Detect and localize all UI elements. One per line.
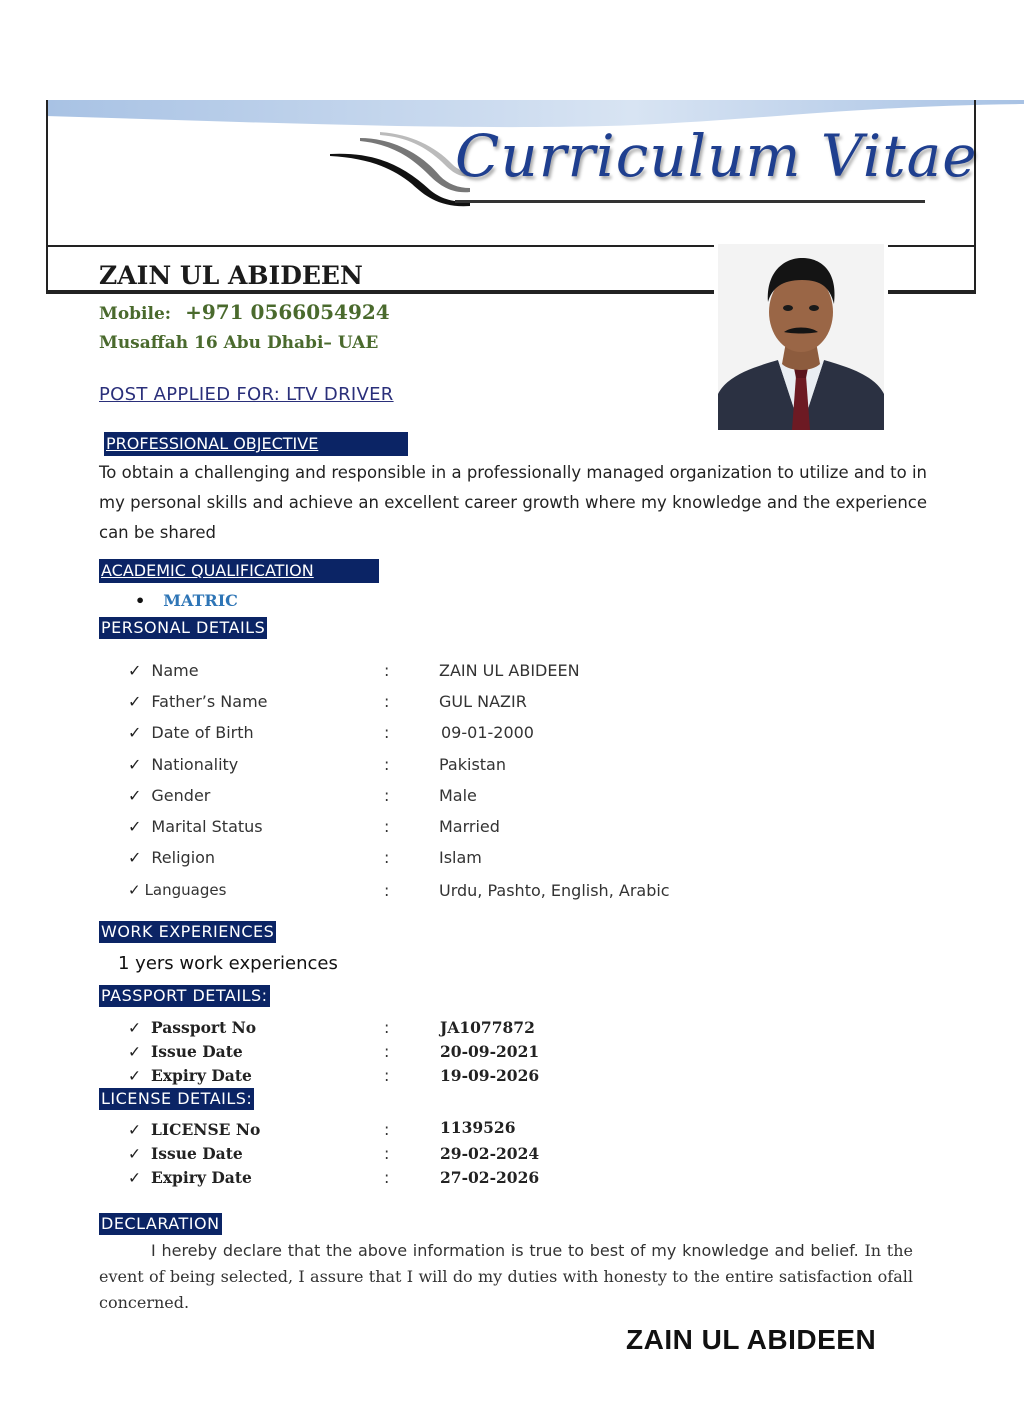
declaration-heading: DECLARATION	[101, 1214, 220, 1233]
cv-title: Curriculum Vitae	[455, 122, 978, 190]
check-icon: ✓	[128, 1169, 141, 1187]
academic-heading: ACADEMIC QUALIFICATION	[99, 559, 379, 583]
check-icon: ✓	[128, 786, 142, 805]
colon: :	[384, 1168, 390, 1187]
passport-row-issue-date	[128, 1042, 243, 1061]
check-icon: ✓	[128, 1019, 141, 1037]
name-rule-right	[888, 292, 976, 294]
check-icon: ✓	[128, 692, 142, 711]
post-applied: POST APPLIED FOR: LTV DRIVER	[99, 384, 394, 405]
passport-value: 20-09-2021	[440, 1042, 540, 1061]
license-value: 27-02-2026	[440, 1168, 540, 1187]
personal-row-dob	[128, 723, 254, 742]
mobile-row	[99, 300, 390, 324]
passport-row-expiry-date	[128, 1066, 252, 1085]
personal-label: Date of Birth	[151, 723, 254, 742]
personal-value: Male	[439, 786, 477, 805]
candidate-name: ZAIN UL ABIDEEN	[99, 261, 363, 290]
mobile-number: +971 0566054924	[185, 300, 390, 324]
colon: :	[384, 1042, 390, 1061]
colon: :	[384, 692, 390, 711]
passport-row-number	[128, 1018, 256, 1037]
declaration-text	[99, 1238, 913, 1316]
address: Musaffah 16 Abu Dhabi– UAE	[99, 333, 379, 353]
personal-row-gender	[128, 786, 210, 805]
personal-value: ZAIN UL ABIDEEN	[439, 661, 580, 680]
swoosh-logo-icon	[330, 132, 470, 212]
declaration-text-first: I hereby declare that the above information is true to best of my knowledge and belief.	[151, 1241, 859, 1260]
academic-item	[135, 591, 238, 610]
colon: :	[384, 817, 390, 836]
check-icon: ✓	[128, 848, 142, 867]
colon: :	[384, 1018, 390, 1037]
personal-row-father-name	[128, 692, 268, 711]
objective-heading: PROFESSIONAL OBJECTIVE	[104, 432, 408, 456]
personal-label: Nationality	[151, 755, 239, 774]
colon: :	[384, 661, 390, 680]
personal-label: Religion	[151, 848, 216, 867]
passport-label: Issue Date	[151, 1042, 243, 1061]
passport-label: Expiry Date	[151, 1066, 252, 1085]
license-value: 1139526	[440, 1118, 516, 1137]
cv-title-underline	[455, 200, 925, 203]
check-icon: ✓	[128, 755, 142, 774]
license-row-number	[128, 1120, 260, 1139]
personal-value: Pakistan	[439, 755, 506, 774]
colon: :	[384, 1144, 390, 1163]
license-label: Expiry Date	[151, 1168, 252, 1187]
passport-heading: PASSPORT DETAILS:	[101, 986, 268, 1005]
personal-value: Islam	[439, 848, 482, 867]
work-heading: WORK EXPERIENCES	[101, 922, 275, 941]
colon: :	[384, 723, 390, 742]
check-icon: ✓	[128, 881, 141, 899]
personal-heading: PERSONAL DETAILS	[101, 618, 266, 637]
license-label: LICENSE No	[151, 1120, 261, 1139]
check-icon: ✓	[128, 817, 142, 836]
colon: :	[384, 881, 390, 900]
objective-text: To obtain a challenging and responsible in a professionally managed organization to utilize and to in my personal skills and achieve an excellent career growth where my knowledge and the experience can be shared	[99, 463, 928, 542]
passport-value: JA1077872	[440, 1018, 535, 1037]
license-row-expiry-date	[128, 1168, 252, 1187]
license-label: Issue Date	[151, 1144, 243, 1163]
personal-label: Marital Status	[151, 817, 263, 836]
personal-label: Gender	[151, 786, 211, 805]
academic-item-label: MATRIC	[163, 591, 238, 610]
personal-row-name	[128, 661, 199, 680]
bullet-icon: •	[135, 591, 146, 610]
personal-row-marital-status	[128, 817, 263, 836]
personal-value: 09-01-2000	[441, 723, 534, 742]
personal-value: Married	[439, 817, 500, 836]
colon: :	[384, 755, 390, 774]
colon: :	[384, 848, 390, 867]
passport-value: 19-09-2026	[440, 1066, 540, 1085]
passport-label: Passport No	[151, 1018, 257, 1037]
license-value: 29-02-2024	[440, 1144, 540, 1163]
license-row-issue-date	[128, 1144, 243, 1163]
personal-value: GUL NAZIR	[439, 692, 527, 711]
declaration-text-rest: In the event of being selected, I assure that I will do my duties with honesty to the entire satisfaction ofall concerned.	[99, 1241, 914, 1312]
check-icon: ✓	[128, 1067, 141, 1085]
personal-value: Urdu, Pashto, English, Arabic	[439, 881, 670, 900]
colon: :	[384, 1066, 390, 1085]
personal-label: Father’s Name	[151, 692, 268, 711]
personal-label: Languages	[144, 881, 227, 899]
colon: :	[384, 1120, 390, 1139]
check-icon: ✓	[128, 1145, 141, 1163]
check-icon: ✓	[128, 1121, 141, 1139]
personal-label: Name	[151, 661, 199, 680]
personal-row-nationality	[128, 755, 238, 774]
colon: :	[384, 786, 390, 805]
check-icon: ✓	[128, 723, 142, 742]
personal-row-religion	[128, 848, 215, 867]
personal-row-languages	[128, 881, 226, 899]
name-rule	[46, 292, 714, 294]
check-icon: ✓	[128, 1043, 141, 1061]
signature-name: ZAIN UL ABIDEEN	[626, 1324, 877, 1355]
check-icon: ✓	[128, 661, 142, 680]
work-text: 1 yers work experiences	[118, 953, 338, 974]
license-heading: LICENSE DETAILS:	[101, 1089, 253, 1108]
mobile-label: Mobile:	[99, 304, 172, 324]
profile-photo	[718, 244, 884, 430]
